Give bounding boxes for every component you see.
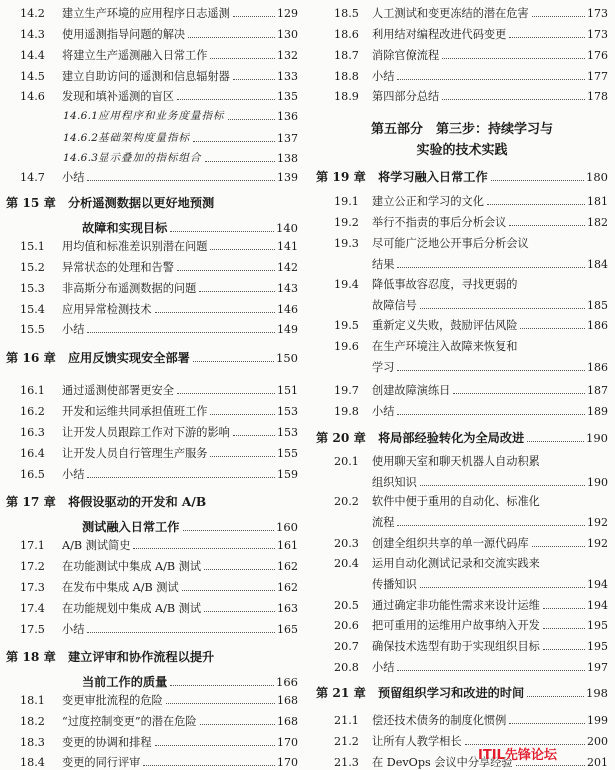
dot-leader — [199, 290, 275, 292]
toc-number: 15.1 — [20, 240, 45, 253]
toc-number: 第 15 章 — [6, 196, 56, 210]
dot-leader — [532, 15, 585, 17]
toc-title: A/B 测试简史 — [62, 539, 131, 552]
toc-title: 使用聊天室和聊天机器人自动积累 — [372, 455, 540, 468]
toc-page-number: 153 — [277, 426, 298, 439]
toc-page-number: 159 — [277, 468, 298, 481]
dot-leader — [520, 327, 585, 329]
toc-title: 用均值和标准差识别潜在问题 — [62, 240, 208, 253]
toc-page-number: 198 — [586, 686, 608, 700]
dot-leader — [420, 307, 585, 309]
toc-page-number: 194 — [587, 578, 608, 591]
toc-page-number: 200 — [587, 735, 608, 748]
toc-number: 第 16 章 — [6, 351, 56, 365]
toc-page-number: 180 — [586, 170, 608, 184]
toc-number: 第 20 章 — [316, 431, 366, 445]
toc-title: 运用自动化测试记录和交流实践来 — [372, 557, 540, 570]
toc-number: 14.6.2 — [63, 132, 99, 144]
dot-leader — [87, 179, 275, 181]
toc-title: 应用程序和业务度量指标 — [98, 110, 225, 122]
toc-number: 20.6 — [334, 619, 359, 632]
toc-title: 让所有人教学相长 — [372, 735, 462, 748]
toc-number: 18.8 — [334, 70, 359, 83]
toc-number: 14.3 — [20, 28, 45, 41]
toc-title: 应用反馈实现安全部署 — [68, 351, 190, 365]
dot-leader — [193, 360, 274, 362]
toc-title: 建立自助访问的遥测和信息辐射器 — [62, 70, 230, 83]
toc-page-number: 178 — [587, 90, 608, 103]
toc-title: 小结 — [62, 623, 85, 636]
toc-title: 将假设驱动的开发和 A/B — [68, 495, 207, 509]
toc-title-line2: 当前工作的质量 — [82, 675, 168, 689]
dot-leader — [420, 484, 585, 486]
toc-page-number: 135 — [277, 90, 298, 103]
toc-number: 18.6 — [334, 28, 359, 41]
toc-title: 应用异常检测技术 — [62, 303, 152, 316]
toc-title: 变更的协调和排程 — [62, 736, 152, 749]
toc-number: 15.5 — [20, 323, 45, 336]
toc-page-number: 170 — [277, 756, 298, 769]
dot-leader — [543, 607, 585, 609]
toc-number: 15.2 — [20, 261, 45, 274]
dot-leader — [397, 78, 585, 80]
toc-title: 让开发人员跟踪工作对下游的影响 — [62, 426, 230, 439]
toc-title: 异常状态的处理和告警 — [62, 261, 174, 274]
dot-leader — [509, 224, 585, 226]
toc-number: 18.5 — [334, 7, 359, 20]
dot-leader — [527, 440, 584, 442]
toc-page-number: 136 — [277, 110, 298, 123]
toc-page-number: 190 — [586, 431, 608, 445]
toc-title: 变更审批流程的危险 — [62, 694, 163, 707]
toc-number: 第 21 章 — [316, 686, 366, 700]
toc-title-line2: 故障和实现目标 — [82, 221, 168, 235]
toc-page-number: 149 — [277, 323, 298, 336]
toc-title: 在 DevOps 会议中分享经验 — [372, 756, 513, 769]
toc-number: 18.4 — [20, 756, 45, 769]
toc-number: 18.2 — [20, 715, 45, 728]
toc-title: 将学习融入日常工作 — [378, 170, 488, 184]
dot-leader — [509, 36, 585, 38]
dot-leader — [527, 695, 584, 697]
dot-leader — [177, 392, 275, 394]
dot-leader — [170, 230, 274, 232]
toc-number: 14.7 — [20, 171, 45, 184]
dot-leader — [442, 57, 585, 59]
toc-number: 14.5 — [20, 70, 45, 83]
toc-page-number: 141 — [277, 240, 298, 253]
toc-title: 将局部经验转化为全局改进 — [378, 431, 525, 445]
toc-number: 14.4 — [20, 49, 45, 62]
toc-page-number: 199 — [587, 714, 608, 727]
toc-number: 19.7 — [334, 384, 359, 397]
toc-title: 通过确定非功能性需求来设计运维 — [372, 599, 540, 612]
toc-number: 20.3 — [334, 537, 359, 550]
toc-title: 创建全组织共享的单一源代码库 — [372, 537, 529, 550]
dot-leader — [453, 392, 585, 394]
toc-page-number: 184 — [587, 258, 608, 271]
dot-leader — [177, 98, 275, 100]
toc-number: 16.4 — [20, 447, 45, 460]
toc-page-number: 129 — [277, 7, 298, 20]
toc-page-number: 168 — [277, 694, 298, 707]
toc-title: 通过遥测使部署更安全 — [62, 384, 174, 397]
toc-title: 人工测试和变更冻结的潜在危害 — [372, 7, 529, 20]
toc-title: 变更的同行评审 — [62, 756, 141, 769]
toc-number: 14.6.3 — [63, 152, 99, 164]
toc-page-number: 150 — [276, 351, 298, 365]
dot-leader — [193, 140, 275, 142]
dot-leader — [397, 669, 585, 671]
toc-title-line2: 故障信号 — [372, 299, 417, 312]
toc-page-number: 170 — [277, 736, 298, 749]
toc-title-line2: 学习 — [372, 361, 395, 374]
toc-number: 15.4 — [20, 303, 45, 316]
toc-title: 小结 — [62, 468, 85, 481]
dot-leader — [155, 744, 275, 746]
toc-title: 预留组织学习和改进的时间 — [378, 686, 525, 700]
dot-leader — [204, 610, 275, 612]
dot-leader — [87, 331, 275, 333]
toc-page-number: 195 — [587, 640, 608, 653]
toc-number: 18.7 — [334, 49, 359, 62]
toc-page-number: 160 — [276, 520, 298, 534]
toc-title: “过度控制变更”的潜在危险 — [62, 715, 197, 728]
toc-page-number: 153 — [277, 405, 298, 418]
dot-leader — [87, 476, 275, 478]
toc-title: 建立评审和协作流程以提升 — [68, 650, 215, 664]
toc-title: 偿还技术债务的制度化惯例 — [372, 714, 507, 727]
toc-page-number: 192 — [587, 516, 608, 529]
toc-number: 17.4 — [20, 602, 45, 615]
toc-page-number: 182 — [587, 216, 608, 229]
dot-leader — [233, 15, 275, 17]
toc-number: 14.2 — [20, 7, 45, 20]
toc-title: 建立生产环境的应用程序日志遥测 — [62, 7, 230, 20]
toc-number: 14.6.1 — [63, 110, 99, 122]
toc-title: 消除官僚流程 — [372, 49, 440, 62]
toc-title: 尽可能广泛地公开事后分析会议 — [372, 237, 529, 250]
dot-leader — [233, 434, 275, 436]
toc-number: 17.5 — [20, 623, 45, 636]
toc-page-number: 168 — [277, 715, 298, 728]
toc-page-number: 181 — [587, 195, 608, 208]
toc-number: 17.3 — [20, 581, 45, 594]
toc-title-line2: 组织知识 — [372, 476, 417, 489]
toc-page-number: 185 — [587, 299, 608, 312]
toc-title: 小结 — [372, 405, 395, 418]
part-heading-line2: 实验的技术实践 — [416, 143, 508, 158]
dot-leader — [233, 78, 275, 80]
toc-number: 16.5 — [20, 468, 45, 481]
toc-number: 19.6 — [334, 340, 359, 353]
dot-leader — [487, 203, 585, 205]
toc-page-number: 163 — [277, 602, 298, 615]
toc-title-line2: 测试融入日常工作 — [82, 520, 180, 534]
toc-number: 20.7 — [334, 640, 359, 653]
dot-leader — [166, 702, 275, 704]
toc-page-number: 189 — [587, 405, 608, 418]
toc-page-number: 173 — [587, 28, 608, 41]
dot-leader — [188, 36, 275, 38]
toc-page-number: 197 — [587, 661, 608, 674]
dot-leader — [397, 369, 585, 371]
toc-title: 创建故障演练日 — [372, 384, 451, 397]
toc-page-number: 130 — [277, 28, 298, 41]
toc-page-number: 132 — [277, 49, 298, 62]
dot-leader — [442, 98, 585, 100]
toc-page-number: 140 — [276, 221, 298, 235]
dot-leader — [543, 627, 585, 629]
toc-title: 小结 — [62, 171, 85, 184]
dot-leader — [133, 547, 275, 549]
toc-number: 19.5 — [334, 319, 359, 332]
toc-number: 第 19 章 — [316, 170, 366, 184]
toc-number: 18.1 — [20, 694, 45, 707]
toc-title: 将建立生产遥测融入日常工作 — [62, 49, 208, 62]
toc-title-line2: 结果 — [372, 258, 395, 271]
toc-page-number: 186 — [587, 361, 608, 374]
dot-leader — [143, 764, 275, 766]
toc-page-number: 138 — [277, 152, 298, 165]
toc-number: 20.1 — [334, 455, 359, 468]
toc-number: 15.3 — [20, 282, 45, 295]
toc-number: 19.8 — [334, 405, 359, 418]
toc-number: 20.2 — [334, 495, 359, 508]
toc-title: 让开发人员自行管理生产服务 — [62, 447, 208, 460]
toc-title: 非高斯分布遥测数据的问题 — [62, 282, 197, 295]
toc-page-number: 177 — [587, 70, 608, 83]
toc-page-number: 166 — [276, 675, 298, 689]
toc-title: 基础架构度量指标 — [98, 132, 190, 144]
toc-number: 19.1 — [334, 195, 359, 208]
toc-title: 重新定义失败，鼓励评估风险 — [372, 319, 518, 332]
dot-leader — [210, 57, 275, 59]
toc-title: 第四部分总结 — [372, 90, 440, 103]
dot-leader — [155, 311, 275, 313]
toc-page-number: 195 — [587, 619, 608, 632]
toc-title: 降低事故容忍度，寻找更弱的 — [372, 278, 518, 291]
toc-title: 发现和填补遥测的盲区 — [62, 90, 174, 103]
toc-title: 显示叠加的指标组合 — [98, 152, 202, 164]
toc-number: 21.1 — [334, 714, 359, 727]
toc-title: 利用结对编程改进代码变更 — [372, 28, 507, 41]
toc-title: 举行不指责的事后分析会议 — [372, 216, 507, 229]
toc-page-number: 146 — [277, 303, 298, 316]
dot-leader — [532, 545, 585, 547]
toc-number: 16.1 — [20, 384, 45, 397]
dot-leader — [183, 529, 275, 531]
toc-title: 分析遥测数据以更好地预测 — [68, 196, 215, 210]
toc-page-number: 139 — [277, 171, 298, 184]
dot-leader — [420, 586, 585, 588]
dot-leader — [170, 684, 274, 686]
toc-title: 在功能测试中集成 A/B 测试 — [62, 560, 202, 573]
toc-title: 在生产环境注入故障来恢复和 — [372, 340, 518, 353]
dot-leader — [509, 722, 585, 724]
toc-title-line2: 传播知识 — [372, 578, 417, 591]
dot-leader — [210, 248, 275, 250]
dot-leader — [87, 631, 275, 633]
toc-title: 使用遥测指导问题的解决 — [62, 28, 186, 41]
dot-leader — [177, 269, 275, 271]
toc-number: 18.3 — [20, 736, 45, 749]
dot-leader — [397, 524, 585, 526]
toc-page-number: 162 — [277, 581, 298, 594]
toc-page-number: 190 — [587, 476, 608, 489]
toc-page-number: 186 — [587, 319, 608, 332]
toc-page-number: 165 — [277, 623, 298, 636]
dot-leader — [543, 648, 585, 650]
toc-title: 小结 — [372, 70, 395, 83]
toc-number: 21.3 — [334, 756, 359, 769]
dot-leader — [210, 413, 275, 415]
toc-number: 第 18 章 — [6, 650, 56, 664]
toc-title: 在功能规划中集成 A/B 测试 — [62, 602, 202, 615]
toc-page-number: 142 — [277, 261, 298, 274]
toc-page-number: 143 — [277, 282, 298, 295]
part-heading: 第五部分 第三步：持续学习与 — [370, 122, 553, 137]
toc-page-number: 192 — [587, 537, 608, 550]
toc-number: 21.2 — [334, 735, 359, 748]
toc-number: 20.5 — [334, 599, 359, 612]
dot-leader — [228, 118, 276, 120]
toc-number: 18.9 — [334, 90, 359, 103]
dot-leader — [200, 723, 275, 725]
watermark: ITIL先锋论坛 — [478, 748, 557, 763]
toc-number: 17.1 — [20, 539, 45, 552]
toc-number: 19.3 — [334, 237, 359, 250]
toc-number: 16.3 — [20, 426, 45, 439]
dot-leader — [397, 266, 585, 268]
toc-page-number: 201 — [587, 756, 608, 769]
toc-title: 开发和运维共同承担值班工作 — [62, 405, 208, 418]
toc-page-number: 155 — [277, 447, 298, 460]
toc-page-number: 194 — [587, 599, 608, 612]
toc-page-number: 173 — [587, 7, 608, 20]
toc-number: 14.6 — [20, 90, 45, 103]
toc-number: 17.2 — [20, 560, 45, 573]
toc-title: 把可重用的运维用户故事纳入开发 — [372, 619, 540, 632]
toc-page-number: 151 — [277, 384, 298, 397]
toc-number: 20.8 — [334, 661, 359, 674]
toc-number: 19.2 — [334, 216, 359, 229]
dot-leader — [182, 589, 275, 591]
dot-leader — [204, 568, 275, 570]
toc-page-number: 176 — [587, 49, 608, 62]
toc-page-number: 161 — [277, 539, 298, 552]
toc-title-line2: 流程 — [372, 516, 395, 529]
toc-page-number: 137 — [277, 132, 298, 145]
toc-number: 第 17 章 — [6, 495, 56, 509]
toc-number: 19.4 — [334, 278, 359, 291]
toc-page-number: 187 — [587, 384, 608, 397]
dot-leader — [516, 764, 585, 766]
toc-title: 确保技术选型有助于实现组织目标 — [372, 640, 540, 653]
toc-title: 软件中便于重用的自动化、标准化 — [372, 495, 540, 508]
toc-title: 小结 — [372, 661, 395, 674]
toc-title: 在发布中集成 A/B 测试 — [62, 581, 179, 594]
toc-page-number: 162 — [277, 560, 298, 573]
dot-leader — [210, 455, 275, 457]
toc-number: 20.4 — [334, 557, 359, 570]
dot-leader — [205, 160, 276, 162]
toc-number: 16.2 — [20, 405, 45, 418]
toc-title: 小结 — [62, 323, 85, 336]
toc-title: 建立公正和学习的文化 — [372, 195, 484, 208]
dot-leader — [397, 413, 585, 415]
dot-leader — [491, 179, 584, 181]
toc-page-number: 133 — [277, 70, 298, 83]
